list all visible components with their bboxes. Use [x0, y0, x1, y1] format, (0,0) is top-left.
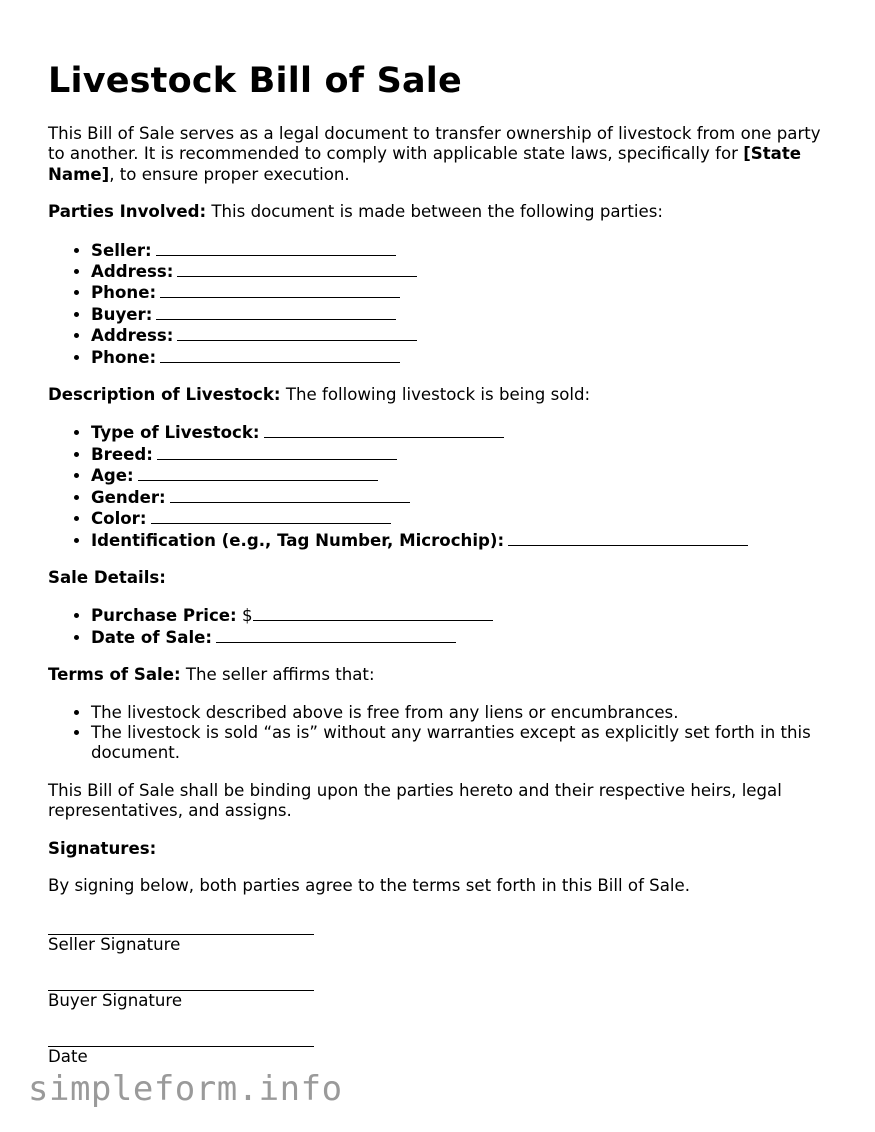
seller-label: Seller: — [91, 240, 152, 260]
intro-text-end: , to ensure proper execution. — [109, 164, 350, 184]
type-label: Type of Livestock: — [91, 423, 260, 443]
livestock-paragraph — [48, 385, 838, 405]
parties-text: This document is made between the following parties: — [206, 202, 663, 222]
price-blank[interactable] — [253, 605, 493, 621]
signatures-heading: Signatures: — [48, 838, 157, 858]
buyer-address-blank[interactable] — [177, 325, 417, 341]
sale-details-heading: Sale Details: — [48, 567, 166, 587]
buyer-phone-label: Phone: — [91, 347, 157, 367]
list-item — [91, 325, 838, 346]
seller-signature-line[interactable] — [48, 916, 314, 935]
intro-paragraph — [48, 124, 838, 185]
list-item — [91, 304, 838, 325]
list-item — [91, 261, 838, 282]
terms-list — [48, 703, 838, 764]
buyer-signature-label: Buyer Signature — [48, 991, 183, 1011]
state-name-placeholder: [State Name] — [48, 144, 802, 184]
livestock-text: The following livestock is being sold: — [280, 385, 591, 405]
buyer-label: Buyer: — [91, 304, 153, 324]
buyer-phone-blank[interactable] — [160, 347, 400, 363]
date-signature-line[interactable] — [48, 1028, 314, 1047]
list-item — [91, 487, 838, 508]
seller-signature-label: Seller Signature — [48, 935, 181, 955]
age-blank[interactable] — [138, 465, 378, 481]
list-item — [91, 240, 838, 261]
identification-blank[interactable] — [508, 530, 748, 546]
seller-signature-block — [48, 916, 838, 955]
binding-paragraph: This Bill of Sale shall be binding upon the parties hereto and their respective heirs, legal representatives, and assigns. — [48, 780, 782, 821]
date-of-sale-label: Date of Sale: — [91, 627, 213, 647]
identification-label: Identification (e.g., Tag Number, Microchip): — [91, 530, 505, 550]
seller-address-label: Address: — [91, 262, 174, 282]
document-title: Livestock Bill of Sale — [48, 61, 462, 101]
price-label: Purchase Price: — [91, 606, 237, 626]
list-item — [91, 530, 838, 551]
parties-heading: Parties Involved: — [48, 202, 207, 222]
seller-phone-label: Phone: — [91, 283, 157, 303]
livestock-heading: Description of Livestock: — [48, 385, 281, 405]
seller-phone-blank[interactable] — [160, 282, 400, 298]
breed-blank[interactable] — [157, 444, 397, 460]
date-signature-block — [48, 1028, 838, 1067]
buyer-signature-block — [48, 972, 838, 1011]
buyer-address-label: Address: — [91, 326, 174, 346]
gender-label: Gender: — [91, 487, 166, 507]
currency-symbol: $ — [241, 606, 253, 626]
livestock-list — [48, 422, 838, 550]
list-item — [91, 347, 838, 368]
sale-details-list — [48, 605, 838, 648]
terms-paragraph — [48, 665, 838, 685]
terms-heading: Terms of Sale: — [48, 665, 181, 685]
watermark: simpleform.info — [28, 1069, 343, 1109]
seller-blank[interactable] — [156, 240, 396, 256]
color-label: Color: — [91, 509, 147, 529]
list-item — [91, 282, 838, 303]
color-blank[interactable] — [151, 508, 391, 524]
date-signature-label: Date — [48, 1047, 88, 1067]
list-item — [91, 422, 838, 443]
parties-list — [48, 240, 838, 368]
document-page — [48, 58, 838, 1084]
type-blank[interactable] — [264, 422, 504, 438]
seller-address-blank[interactable] — [177, 261, 417, 277]
list-item — [91, 465, 838, 486]
list-item: • The livestock is sold “as is” without any warranties except as explicitly set forth in this document. — [91, 723, 838, 764]
breed-label: Breed: — [91, 444, 153, 464]
list-item — [91, 627, 838, 648]
list-item — [91, 508, 838, 529]
signatures-text: By signing below, both parties agree to the terms set forth in this Bill of Sale. — [48, 875, 690, 895]
signatures-heading-paragraph — [48, 839, 838, 859]
buyer-signature-line[interactable] — [48, 972, 314, 991]
list-item — [91, 444, 838, 465]
gender-blank[interactable] — [170, 487, 410, 503]
terms-text: The seller affirms that: — [180, 665, 375, 685]
sale-details-paragraph — [48, 568, 838, 588]
list-item: • The livestock described above is free from any liens or encumbrances. — [91, 703, 838, 723]
parties-paragraph — [48, 202, 838, 222]
age-label: Age: — [91, 466, 134, 486]
date-of-sale-blank[interactable] — [216, 627, 456, 643]
list-item — [91, 605, 838, 626]
buyer-blank[interactable] — [156, 304, 396, 320]
intro-text: This Bill of Sale serves as a legal document to transfer ownership of livestock from one party to another. It is recommended to comply with applicable state laws, specifically for — [48, 124, 821, 164]
